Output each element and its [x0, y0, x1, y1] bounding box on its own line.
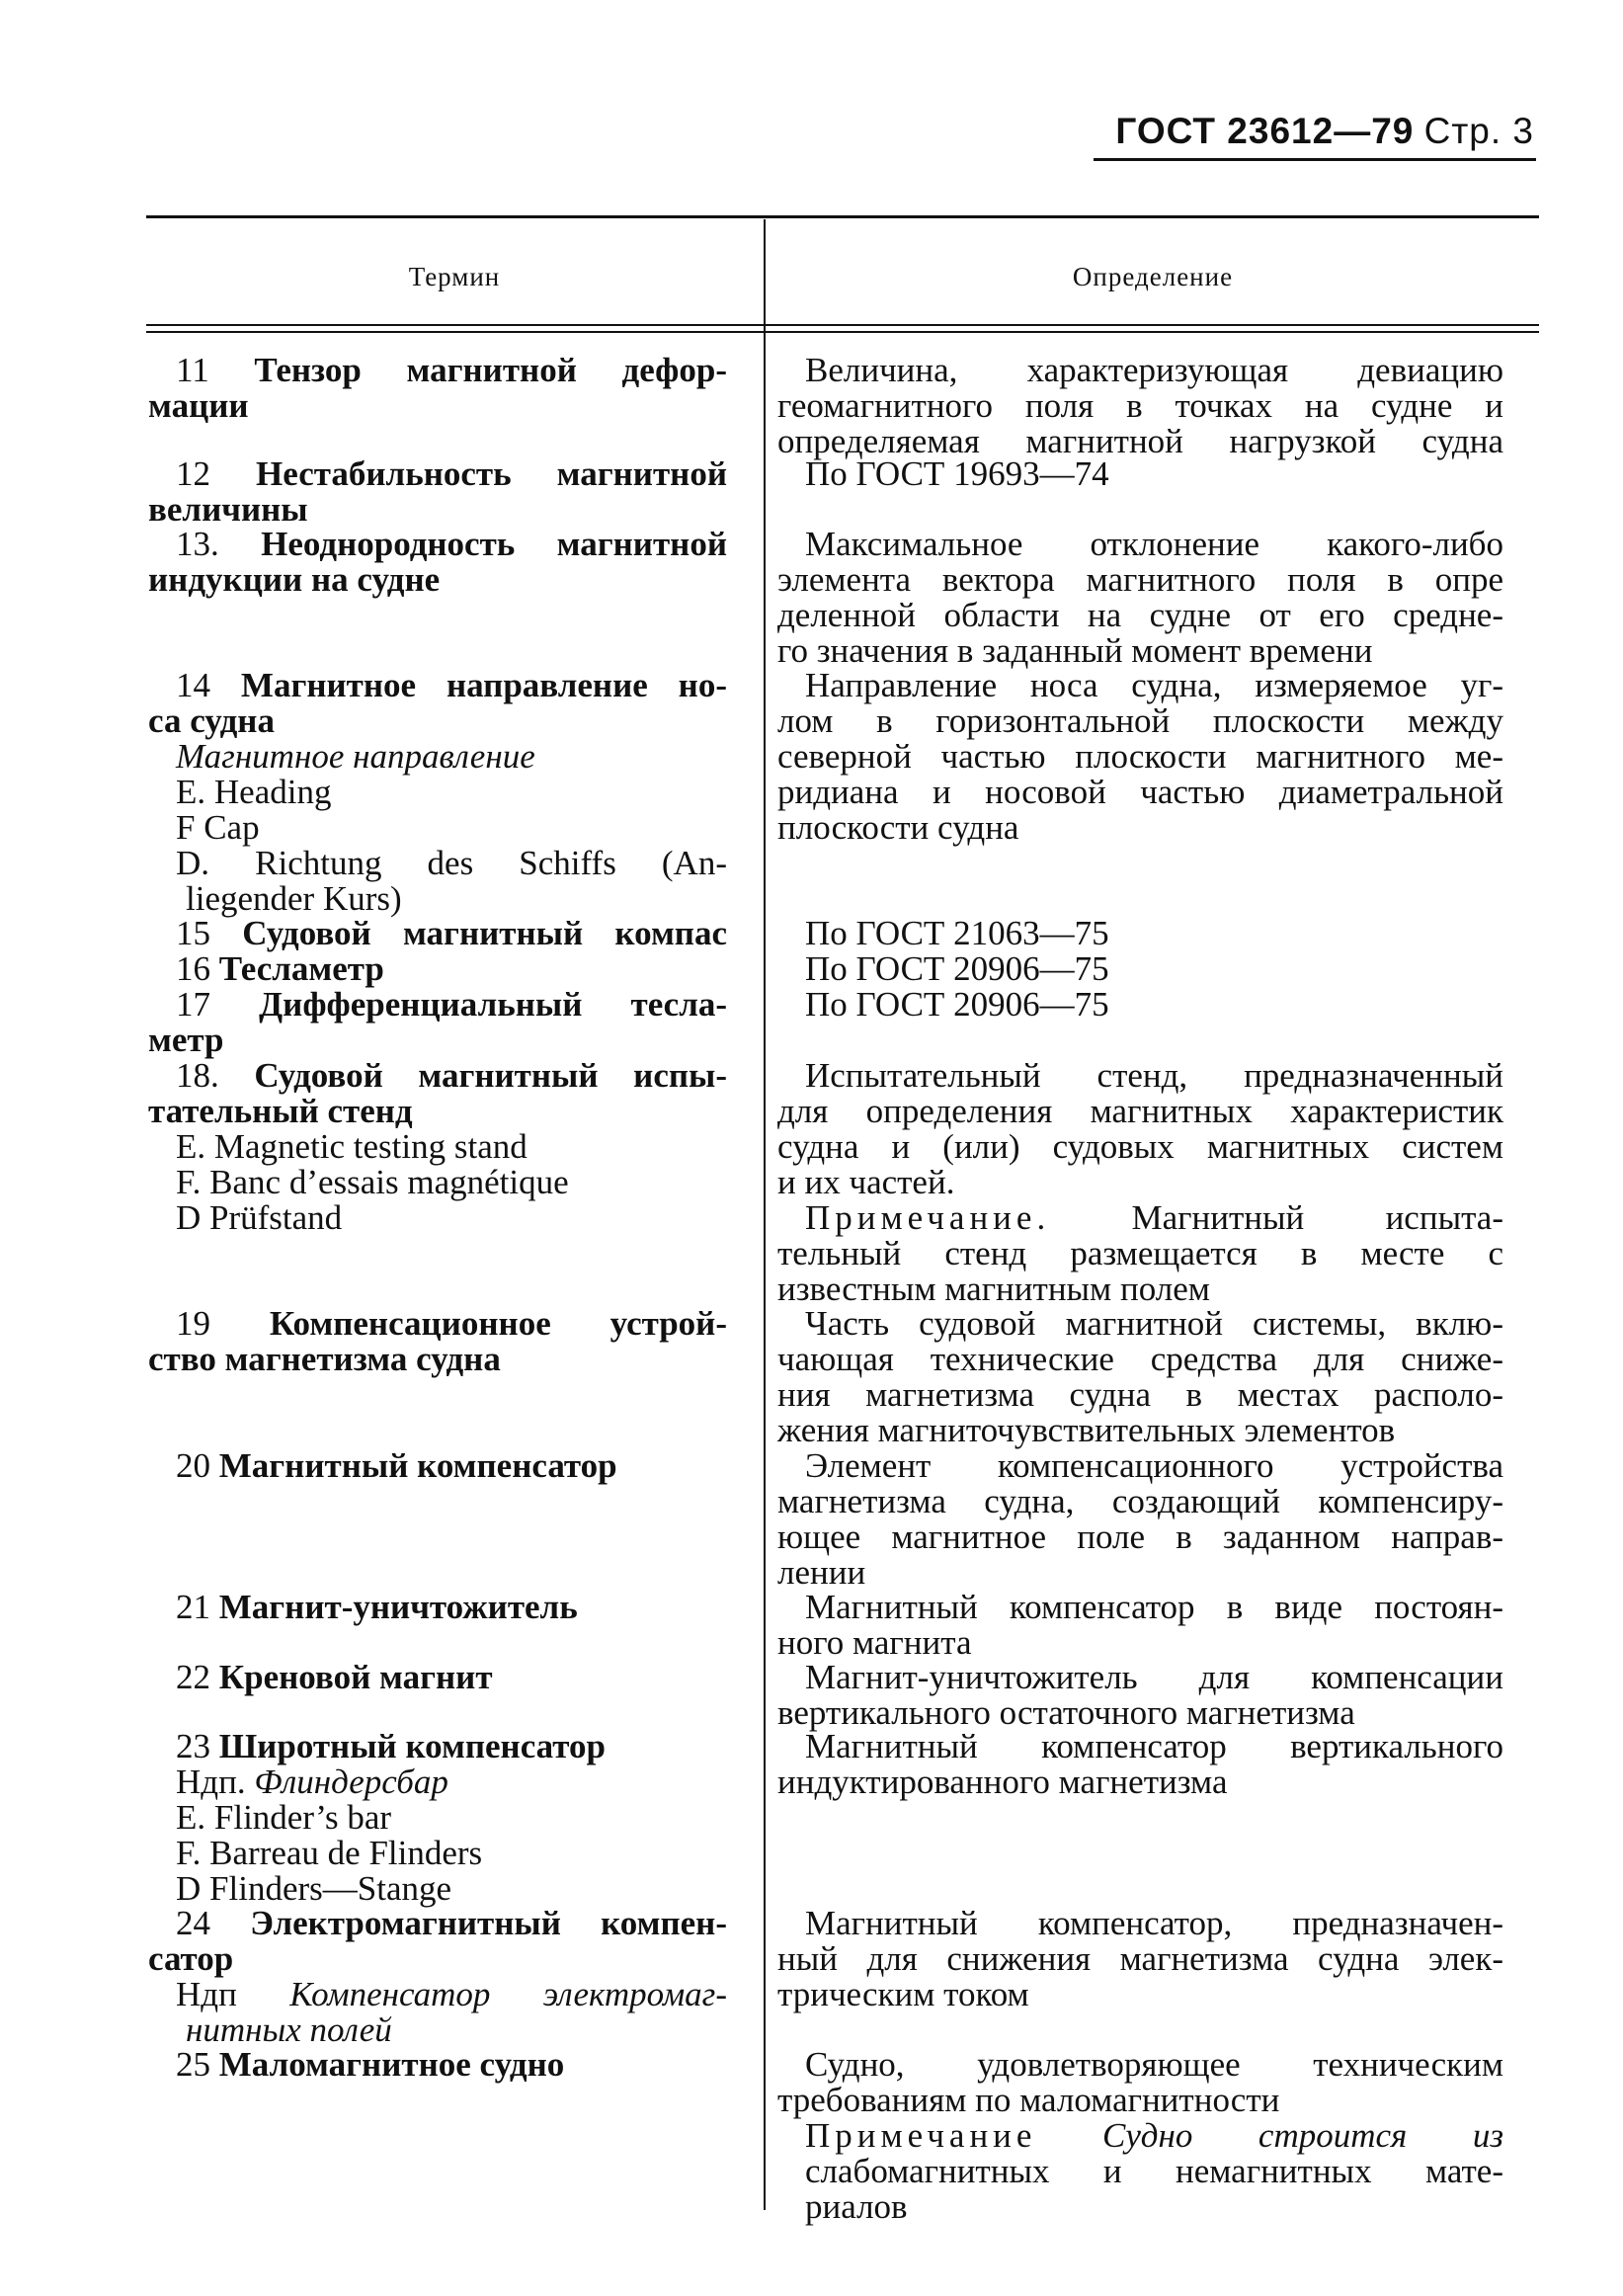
definition-23	[777, 1729, 1503, 1800]
term-text: Креновой магнит	[218, 1658, 493, 1696]
page-header	[1115, 111, 1534, 153]
term-17	[148, 987, 727, 1058]
term-number: 12	[176, 454, 210, 493]
note-label: Примечание	[805, 2116, 1037, 2155]
deprecated-term: нитных полей	[186, 2010, 392, 2049]
definition-line: индуктированного магнетизма	[777, 1763, 1228, 1801]
term-line	[148, 353, 727, 388]
term-line	[148, 2047, 727, 2083]
column-heading-definition: Определение	[1072, 262, 1234, 291]
definition-line: Максимальное отклонение какого-либо	[805, 525, 1503, 563]
term-text: са судна	[148, 701, 275, 740]
definition-line: Магнит-уничтожитель для компенсации	[805, 1658, 1503, 1696]
definition-line: трическим током	[777, 1975, 1029, 2013]
definition-19	[777, 1306, 1503, 1448]
term-18	[148, 1058, 727, 1236]
term-23	[148, 1729, 727, 1907]
definition-line: По ГОСТ 19693—74	[805, 454, 1109, 493]
term-line	[148, 527, 727, 562]
term-number: 23	[176, 1727, 210, 1765]
definition-line: геомагнитного поля в точках на судне и	[777, 386, 1503, 425]
term-french: F Cap	[176, 808, 260, 847]
definition-line: требованиям по маломагнитности	[777, 2081, 1280, 2119]
term-line	[148, 456, 727, 492]
definition-line: ющее магнитное поле в заданном направ-	[777, 1517, 1503, 1556]
term-text: Широтный компенсатор	[218, 1727, 606, 1765]
column-divider	[764, 219, 766, 2210]
table-head-rule-1	[146, 324, 1539, 326]
definition-line: ного магнита	[777, 1623, 972, 1662]
definition-line: Магнитный компенсатор вертикального	[805, 1727, 1503, 1765]
term-text: Маломагнитное судно	[218, 2045, 565, 2084]
definition-line: По ГОСТ 20906—75	[805, 985, 1109, 1024]
definition-line: определяемая магнитной нагрузкой судна	[777, 422, 1503, 460]
definition-line: жения магниточувствительных элементов	[777, 1411, 1396, 1449]
deprecated-label: Ндп.	[176, 1763, 246, 1801]
note-line: известным магнитным полем	[777, 1270, 1210, 1308]
note-text: Магнитный испыта-	[1131, 1198, 1503, 1237]
term-25	[148, 2047, 727, 2083]
definition-line: Магнитный компенсатор в виде постоян-	[805, 1588, 1503, 1626]
definition-line: и их частей.	[777, 1163, 955, 1201]
term-number: 11	[176, 351, 209, 389]
note-line	[777, 2118, 1503, 2154]
term-text: Магнит-уничтожитель	[218, 1588, 578, 1626]
term-24	[148, 1906, 727, 2048]
note-line: тельный стенд размещается в месте с	[777, 1234, 1503, 1272]
term-number: 22	[176, 1658, 210, 1696]
term-text: Судовой магнитный испы-	[254, 1056, 728, 1095]
term-deprecated	[148, 1764, 727, 1800]
column-heading-term: Термин	[408, 262, 501, 291]
definition-line: По ГОСТ 21063—75	[805, 914, 1109, 952]
deprecated-term: Флиндерсбар	[254, 1763, 448, 1801]
note-line: слабомагнитных и немагнитных мате-	[805, 2152, 1503, 2190]
definition-line: ния магнетизма судна в местах располо-	[777, 1375, 1503, 1414]
term-text: величины	[148, 490, 308, 529]
term-text: Магнитное направление но-	[240, 666, 727, 704]
term-line	[148, 916, 727, 951]
term-number: 19	[176, 1304, 210, 1343]
definition-line: чающая технические средства для сниже-	[777, 1340, 1503, 1378]
definition-21	[777, 1590, 1503, 1661]
definition-line: Испытательный стенд, предназначенный	[805, 1056, 1503, 1095]
term-13	[148, 527, 727, 598]
term-line	[148, 1058, 727, 1094]
term-number: 18.	[176, 1056, 219, 1095]
term-11	[148, 353, 727, 424]
term-number: 24	[176, 1904, 210, 1942]
note-text: Судно строится из	[1102, 2116, 1504, 2155]
term-text: метр	[148, 1021, 224, 1059]
table-head-rule-2	[146, 331, 1539, 333]
definition-20	[777, 1448, 1503, 1591]
term-text: Тензор магнитной дефор-	[254, 351, 727, 389]
deprecated-term: Компенсатор электромаг-	[289, 1975, 727, 2013]
definition-line: деленной области на судне от его средне-	[777, 596, 1503, 634]
term-text: индукции на судне	[148, 560, 441, 599]
term-number: 13.	[176, 525, 219, 563]
term-number: 15	[176, 914, 210, 952]
definition-14	[777, 668, 1503, 846]
term-text: Магнитный компенсатор	[218, 1446, 617, 1485]
definition-12	[777, 456, 1503, 492]
definition-17	[777, 987, 1503, 1023]
term-text: Нестабильность магнитной	[256, 454, 727, 493]
definition-line: Элемент компенсационного устройства	[805, 1446, 1503, 1485]
definition-line: По ГОСТ 20906—75	[805, 949, 1109, 988]
term-line	[148, 1660, 727, 1695]
term-synonym: Магнитное направление	[176, 737, 535, 776]
page-number: Стр. 3	[1423, 111, 1534, 151]
term-english: E. Heading	[176, 773, 332, 811]
term-french: F. Barreau de Flinders	[176, 1834, 483, 1872]
term-german: liegender Kurs)	[186, 879, 402, 918]
term-english: E. Flinder’s bar	[176, 1798, 392, 1837]
term-number: 21	[176, 1588, 210, 1626]
term-line	[148, 951, 727, 987]
term-german: D Prüfstand	[176, 1198, 343, 1237]
term-text: тательный стенд	[148, 1092, 413, 1130]
definition-line: вертикального остаточного магнетизма	[777, 1693, 1355, 1732]
term-german: D. Richtung des Schiffs (An-	[176, 844, 727, 882]
term-text: Электромагнитный компен-	[250, 1904, 727, 1942]
term-text: Компенсационное устрой-	[269, 1304, 728, 1343]
term-number: 20	[176, 1446, 210, 1485]
term-number: 14	[176, 666, 210, 704]
definition-24	[777, 1906, 1503, 2012]
term-line	[148, 987, 727, 1023]
definition-line: северной частью плоскости магнитного ме-	[777, 737, 1503, 776]
term-12	[148, 456, 727, 528]
term-german: D Flinders—Stange	[176, 1869, 452, 1908]
note-label: Примечание.	[805, 1198, 1051, 1237]
term-number: 25	[176, 2045, 210, 2084]
term-text: ство магнетизма судна	[148, 1340, 501, 1378]
table-top-rule	[146, 215, 1539, 218]
definition-16	[777, 951, 1503, 987]
definition-line: магнетизма судна, создающий компенсиру-	[777, 1482, 1503, 1520]
definition-25	[777, 2047, 1503, 2225]
note-line	[777, 1200, 1503, 1236]
term-number: 16	[176, 949, 210, 988]
header-rule	[1094, 158, 1536, 161]
definition-line: для определения магнитных характеристик	[777, 1092, 1503, 1130]
definition-line: судна и (или) судовых магнитных систем	[777, 1127, 1503, 1166]
term-text: Дифференциальный тесла-	[259, 985, 727, 1024]
definition-line: Судно, удовлетворяющее техническим	[805, 2045, 1503, 2084]
term-text: Судовой магнитный компас	[242, 914, 727, 952]
deprecated-label: Ндп	[176, 1975, 237, 2013]
definition-line: Величина, характеризующая девиацию	[805, 351, 1503, 389]
term-line	[148, 668, 727, 703]
definition-line: Магнитный компенсатор, предназначен-	[805, 1904, 1503, 1942]
term-text: сатор	[148, 1939, 234, 1978]
definition-18	[777, 1058, 1503, 1307]
term-16	[148, 951, 727, 987]
definition-11	[777, 353, 1503, 459]
definition-line: ный для снижения магнетизма судна элек-	[777, 1939, 1503, 1978]
note-line: риалов	[805, 2187, 908, 2226]
term-22	[148, 1660, 727, 1695]
term-15	[148, 916, 727, 951]
definition-line: Направление носа судна, измеряемое уг-	[805, 666, 1503, 704]
term-french: F. Banc d’essais magnétique	[176, 1163, 569, 1201]
definition-line: лом в горизонтальной плоскости между	[777, 701, 1503, 740]
term-line	[148, 1306, 727, 1342]
term-deprecated	[148, 1977, 727, 2012]
term-text: Тесламетр	[218, 949, 384, 988]
term-english: E. Magnetic testing stand	[176, 1127, 527, 1166]
definition-line: го значения в заданный момент времени	[777, 631, 1373, 670]
definition-22	[777, 1660, 1503, 1731]
term-line	[148, 1590, 727, 1625]
definition-line: плоскости судна	[777, 808, 1019, 847]
definition-15	[777, 916, 1503, 951]
standard-number: ГОСТ 23612—79	[1115, 111, 1415, 151]
term-14	[148, 668, 727, 917]
term-line	[148, 1906, 727, 1941]
term-19	[148, 1306, 727, 1377]
definition-line: ридиана и носовой частью диаметральной	[777, 773, 1503, 811]
term-number: 17	[176, 985, 210, 1024]
definition-line: лении	[777, 1553, 866, 1592]
term-21	[148, 1590, 727, 1625]
definition-13	[777, 527, 1503, 669]
term-line	[148, 1729, 727, 1764]
term-text: Неоднородность магнитной	[261, 525, 727, 563]
term-line	[148, 1448, 727, 1484]
definition-line: Часть судовой магнитной системы, вклю-	[805, 1304, 1503, 1343]
term-20	[148, 1448, 727, 1484]
definition-line: элемента вектора магнитного поля в опре	[777, 560, 1503, 599]
term-text: мации	[148, 386, 249, 425]
